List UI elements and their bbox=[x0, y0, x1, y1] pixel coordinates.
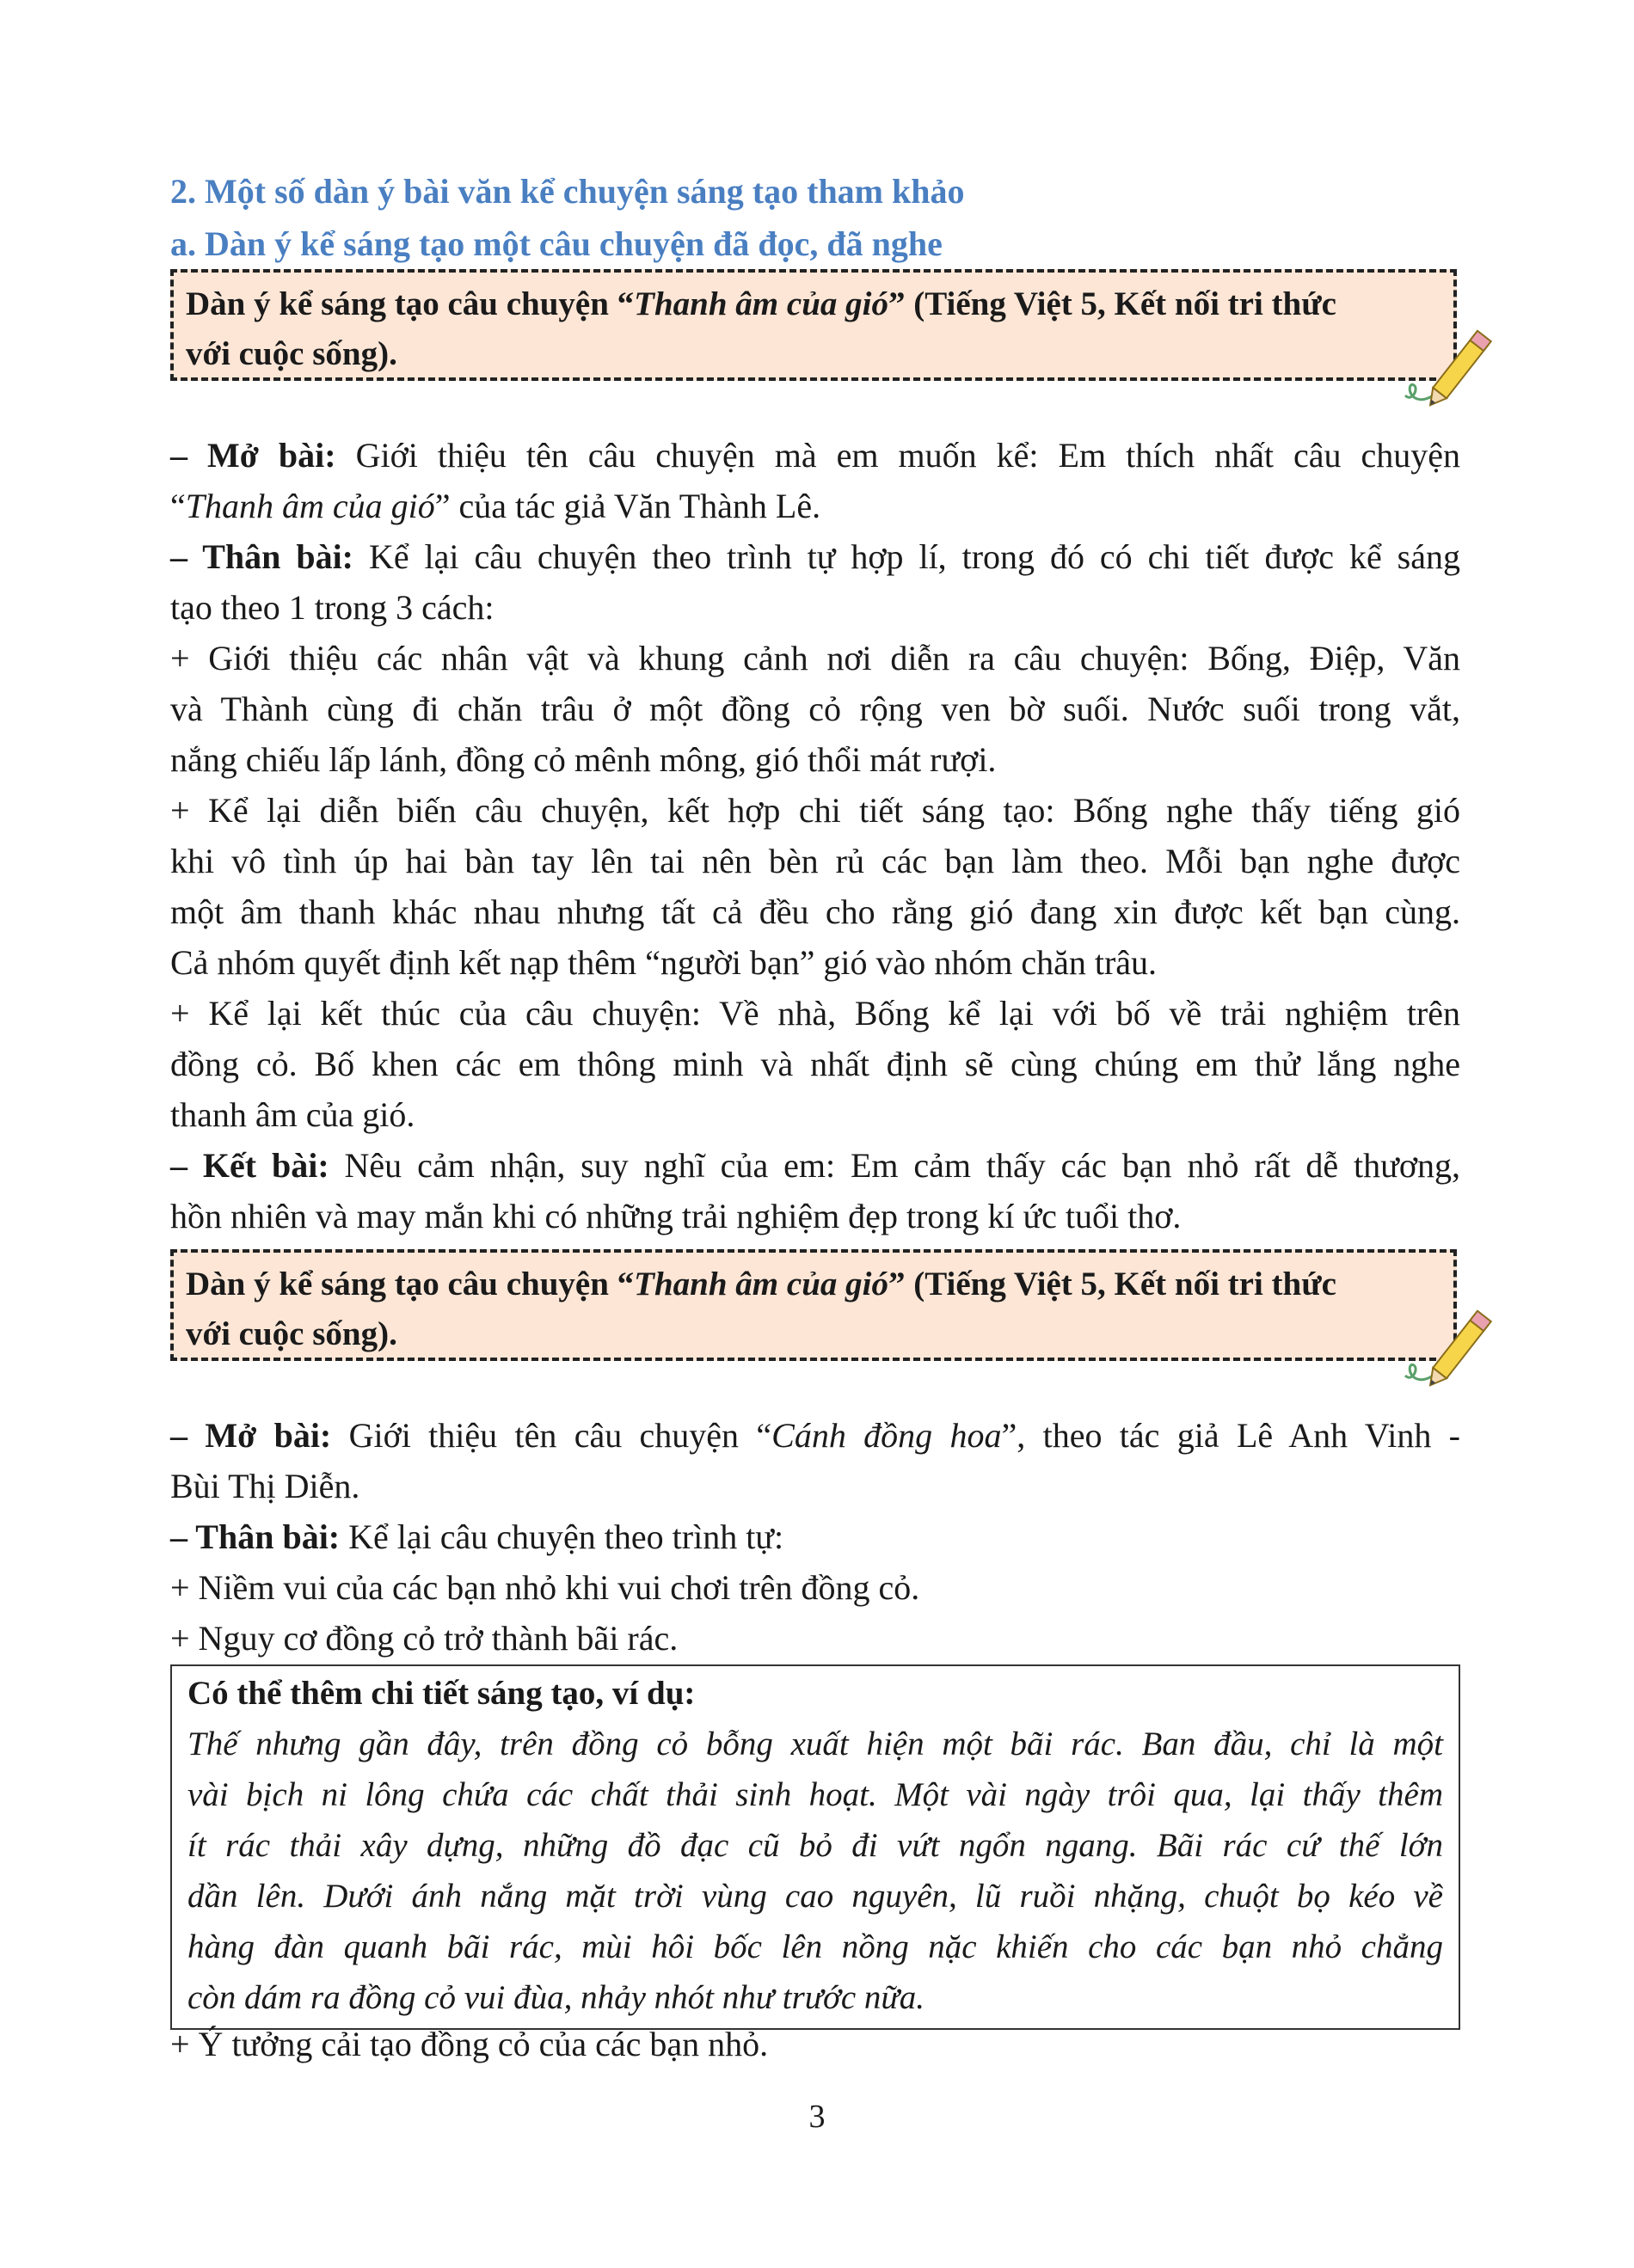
section-heading: 2. Một số dàn ý bài văn kể chuyện sáng tạo tham khảo bbox=[170, 172, 965, 211]
subsection-heading: a. Dàn ý kể sáng tạo một câu chuyện đã đọc, đã nghe bbox=[170, 224, 943, 263]
pencil-icon bbox=[1400, 1296, 1503, 1391]
pencil-icon bbox=[1400, 316, 1503, 411]
box-line: với cuộc sống). bbox=[186, 1315, 397, 1352]
frame-title: Có thể thêm chi tiết sáng tạo, ví dụ: bbox=[187, 1675, 696, 1712]
page-number: 3 bbox=[808, 2099, 826, 2135]
outline-title-box bbox=[170, 1249, 1457, 1361]
box-line: Dàn ý kể sáng tạo câu chuyện “Thanh âm của gió” (Tiếng Việt 5, Kết nối tri thức bbox=[186, 285, 1336, 322]
outline-section-1: – Mở bài: Giới thiệu tên câu chuyện mà em muốn kể: Em thích nhất câu chuyện “Thanh âm của gió” của tác giả Văn Thành Lê. – Thân bài: Kể lại câu chuyện theo trình tự hợp lí, trong đó có chi tiết được kể sáng tạo theo 1 trong 3 cách: + Giới thiệu các nhân vật và khung cảnh nơi diễn ra câu chuyện: Bống, Điệp, Văn và Thành cùng đi chăn trâu ở một đồng cỏ rộng ven bờ suối. Nước suối trong vắt, nắng chiếu lấp lánh, đồng cỏ mênh mông, gió thổi mát rượi. + Kể lại diễn biến câu chuyện, kết hợp chi tiết sáng tạo: Bống nghe thấy tiếng gió khi vô tình úp hai bàn tay lên tai nên bèn rủ các bạn làm theo. Mỗi bạn nghe được một âm thanh khác nhau nhưng tất cả đều cho rằng gió đang xin được kết bạn cùng. Cả nhóm quyết định kết nạp thêm “người bạn” gió vào nhóm chăn trâu. + Kể lại kết thúc của câu chuyện: Về nhà, Bống kể lại với bố về trải nghiệm trên đồng cỏ. Bố khen các em thông minh và nhất định sẽ cùng chúng em thử lắng nghe thanh âm của gió. – Kết bài: Nêu cảm nhận, suy nghĩ của em: Em cảm thấy các bạn nhỏ rất dễ thương, hồn nhiên và may mắn khi có những trải nghiệm đẹp trong kí ức tuổi thơ. bbox=[170, 436, 1460, 1235]
box-line: Dàn ý kể sáng tạo câu chuyện “Thanh âm của gió” (Tiếng Việt 5, Kết nối tri thức bbox=[186, 1266, 1336, 1303]
outline-title-box bbox=[170, 269, 1457, 381]
box-line: với cuộc sống). bbox=[186, 335, 397, 372]
outline-section-2: – Mở bài: Giới thiệu tên câu chuyện “Cánh đồng hoa”, theo tác giả Lê Anh Vinh - Bùi Thị Diễn. – Thân bài: Kể lại câu chuyện theo trình tự: + Niềm vui của các bạn nhỏ khi vui chơi trên đồng cỏ. + Nguy cơ đồng cỏ trở thành bãi rác. bbox=[170, 1416, 1461, 1658]
outline-item: + Ý tưởng cải tạo đồng cỏ của các bạn nhỏ. bbox=[170, 2025, 769, 2063]
creative-detail-frame: Có thể thêm chi tiết sáng tạo, ví dụ: Thế nhưng gần đây, trên đồng cỏ bỗng xuất hiện một bãi rác. Ban đầu, chỉ là một vài bịch ni lông chứa các chất thải sinh hoạt. Một vài ngày trôi qua, lại thấy thêm ít rác thải xây dựng, những đồ đạc cũ bỏ đi vứt ngổn ngang. Bãi rác cứ thế lớn dần lên. Dưới ánh nắng mặt trời vùng cao nguyên, lũ ruồi nhặng, chuột bọ kéo về hàng đàn quanh bãi rác, mùi hôi bốc lên nồng nặc khiến cho các bạn nhỏ chẳng còn dám ra đồng cỏ vui đùa, nhảy nhót như trước nữa. bbox=[170, 1664, 1460, 2030]
